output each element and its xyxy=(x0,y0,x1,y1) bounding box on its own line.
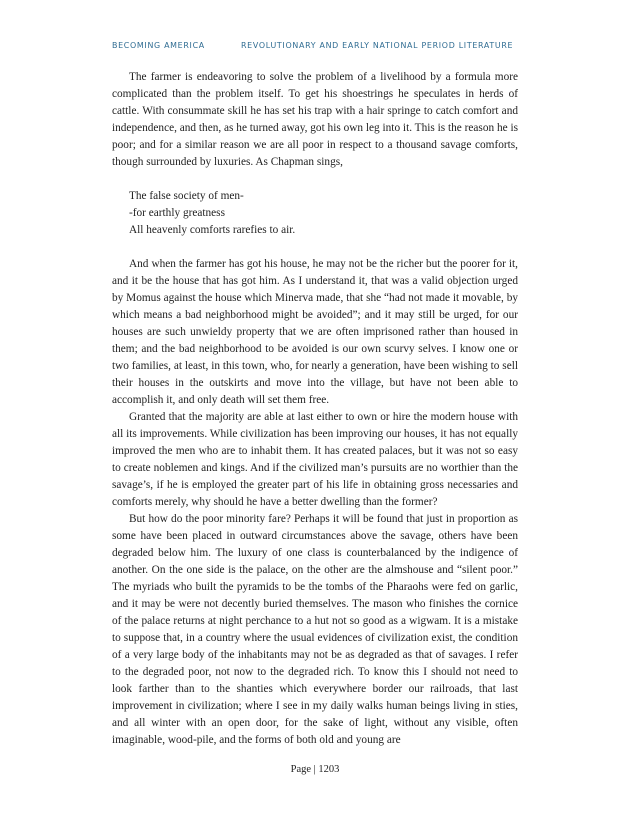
paragraph: The farmer is endeavoring to solve the problem of a livelihood by a formula more complicated than the problem itself. To get his shoestrings he speculates in herds of cattle. With consummate skill he has set his trap with a hair springe to catch comfort and independence, and then, as he turned away, got his own leg into it. This is the reason he is poor; and for a similar reason we are all poor in respect to a thousand savage comforts, though surrounded by luxuries. As Chapman sings, xyxy=(112,71,518,168)
verse-quote xyxy=(112,188,518,239)
page-footer xyxy=(0,764,630,775)
header-section-title: REVOLUTIONARY AND EARLY NATIONAL PERIOD LITERATURE xyxy=(241,41,514,50)
page-number: Page | 1203 xyxy=(290,764,340,775)
verse-line: -for earthly greatness xyxy=(129,207,225,219)
header-book-title: BECOMING AMERICA xyxy=(112,41,205,50)
paragraph: But how do the poor minority fare? Perhaps it will be found that just in proportion as some have been placed in outward circumstances above the savage, others have been degraded below him. The luxury of one class is counterbalanced by the indigence of another. On the one side is the palace, on the other are the almshouse and “silent poor.” The myriads who built the pyramids to be the tombs of the Pharaohs were fed on garlic, and it may be were not decently buried themselves. The mason who finishes the cornice of the palace returns at night perchance to a hut not so good as a wigwam. It is a mistake to suppose that, in a country where the usual evidences of civilization exist, the condition of a very large body of the inhabitants may not be as degraded as that of savages. I refer to the degraded poor, not now to the degraded rich. To know this I should not need to look farther than to the shanties which everywhere border our railroads, that last improvement in civilization; where I see in my daily walks human beings living in sties, and all winter with an open door, for the sake of light, without any visible, often imaginable, wood-pile, and the forms of both old and young are xyxy=(112,513,518,746)
verse-line: All heavenly comforts rarefies to air. xyxy=(129,224,296,236)
paragraph: And when the farmer has got his house, he may not be the richer but the poorer for it, and it be the house that has got him. As I understand it, that was a valid objection urged by Momus against the house which Minerva made, that she “had not made it movable, by which means a bad neighborhood might be avoided”; and it may still be urged, for our houses are such unwieldy property that we are often imprisoned rather than housed in them; and the bad neighborhood to be avoided is our own scurvy selves. I know one or two families, at least, in this town, who, for nearly a generation, have been wishing to sell their houses in the outskirts and move into the village, but have not been able to accomplish it, and only death will set them free. xyxy=(112,258,518,406)
paragraph: Granted that the majority are able at last either to own or hire the modern house with all its improvements. While civilization has been improving our houses, it has not equally improved the men who are to inhabit them. It has created palaces, but it was not so easy to create noblemen and kings. And if the civilized man’s pursuits are no worthier than the savage’s, if he is employed the greater part of his life in obtaining gross necessaries and comforts merely, why should he have a better dwelling than the former? xyxy=(112,411,518,508)
verse-line: The false society of men- xyxy=(129,190,244,202)
body-text xyxy=(112,69,518,749)
